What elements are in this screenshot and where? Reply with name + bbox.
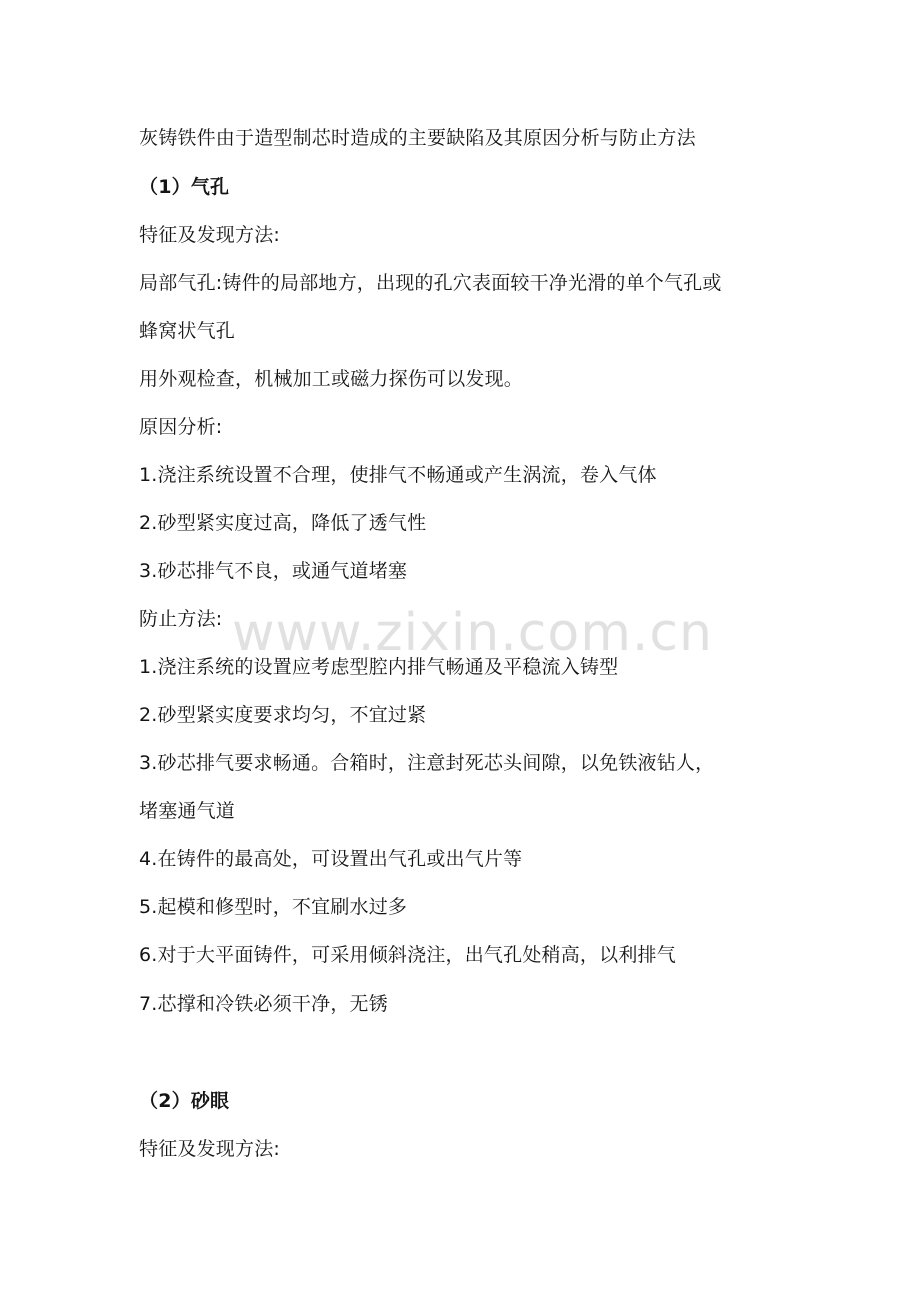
prevention-item: 7.芯撑和冷铁必须干净，无锈 — [139, 993, 388, 1015]
prevention-item: 3.砂芯排气要求畅通。合箱时，注意封死芯头间隙，以免铁液钻人， — [139, 752, 715, 774]
cause-item: 1.浇注系统设置不合理，使排气不畅通或产生涡流，卷入气体 — [139, 464, 657, 486]
watermark: www.zixin.com.cn — [232, 603, 713, 663]
section-heading-porosity: （1）气孔 — [139, 176, 230, 198]
prevention-item: 4.在铸件的最高处，可设置出气孔或出气片等 — [139, 848, 523, 870]
prevention-item: 5.起模和修型时，不宜刷水过多 — [139, 896, 408, 918]
prevention-label: 防止方法: — [139, 608, 223, 630]
cause-item: 3.砂芯排气不良，或通气道堵塞 — [139, 560, 408, 582]
features-label: 特征及发现方法: — [139, 1138, 281, 1160]
feature-text-line: 局部气孔:铸件的局部地方，出现的孔穴表面较干净光滑的单个气孔或 — [139, 272, 722, 294]
prevention-item: 1.浇注系统的设置应考虑型腔内排气畅通及平稳流入铸型 — [139, 656, 619, 678]
document-title: 灰铸铁件由于造型制芯时造成的主要缺陷及其原因分析与防止方法 — [139, 127, 696, 149]
prevention-item: 6.对于大平面铸件，可采用倾斜浇注，出气孔处稍高，以利排气 — [139, 944, 676, 966]
feature-text-line: 蜂窝状气孔 — [139, 320, 236, 342]
cause-item: 2.砂型紧实度过高，降低了透气性 — [139, 512, 427, 534]
prevention-item: 堵塞通气道 — [139, 800, 236, 822]
section-heading-sand-hole: （2）砂眼 — [139, 1090, 230, 1112]
features-label: 特征及发现方法: — [139, 224, 281, 246]
cause-label: 原因分析: — [139, 416, 223, 438]
prevention-item: 2.砂型紧实度要求均匀，不宜过紧 — [139, 704, 427, 726]
detection-text: 用外观检查，机械加工或磁力探伤可以发现。 — [139, 368, 524, 390]
